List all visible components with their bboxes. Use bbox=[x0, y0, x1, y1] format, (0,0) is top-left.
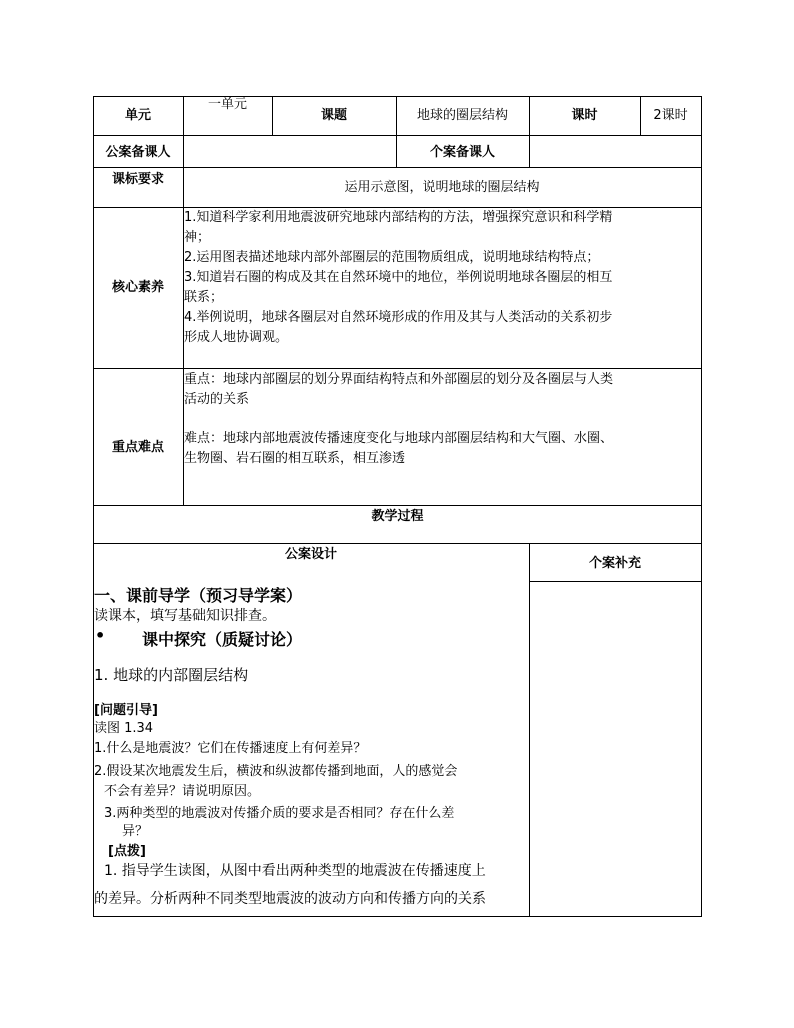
rule bbox=[529, 581, 702, 582]
key-line: 生物圈、岩石圈的相互联系，相互渗透 bbox=[184, 451, 406, 466]
question-line: 不会有差异？请说明原因。 bbox=[104, 784, 261, 799]
rule bbox=[93, 135, 702, 136]
rule bbox=[93, 916, 702, 917]
public-preparer-label: 公案备课人 bbox=[105, 145, 171, 160]
unit-label: 单元 bbox=[124, 108, 151, 123]
tip-title: [点拨] bbox=[108, 844, 146, 859]
core-line: 2.运用图表描述地球内部外部圈层的范围物质组成，说明地球结构特点； bbox=[184, 250, 600, 265]
core-line: 联系； bbox=[184, 290, 224, 305]
unit-value: 一单元 bbox=[207, 97, 247, 112]
core-line: 4.举例说明，地球各圈层对自然环境形成的作用及其与人类活动的关系初步 bbox=[184, 310, 613, 325]
standard-label: 课标要求 bbox=[111, 172, 164, 187]
question-line: 异？ bbox=[122, 824, 149, 839]
rule bbox=[93, 505, 702, 506]
tip-line: 1. 指导学生读图，从图中看出两种类型的地震波在传播速度上 bbox=[104, 863, 486, 879]
question-line: 3.两种类型的地震波对传播介质的要求是否相同？存在什么差 bbox=[104, 806, 455, 821]
core-label: 核心素养 bbox=[111, 280, 164, 295]
question-guide-title: [问题引导] bbox=[94, 703, 158, 718]
paragraph: 读课本，填写基础知识排查。 bbox=[94, 608, 276, 624]
hours-value: 2课时 bbox=[653, 108, 688, 123]
hours-label: 课时 bbox=[571, 108, 598, 123]
key-line: 活动的关系 bbox=[184, 392, 250, 407]
tip-line: 的差异。分析两种不同类型地震波的波动方向和传播方向的关系 bbox=[94, 891, 486, 907]
question-line: 1.什么是地震波？它们在传播速度上有何差异？ bbox=[94, 741, 367, 756]
key-label: 重点难点 bbox=[111, 440, 164, 455]
topic-value: 地球的圈层结构 bbox=[416, 108, 508, 123]
section-heading: 一、课前导学（预习导学案） bbox=[94, 586, 303, 605]
figure-reference: 读图 1.34 bbox=[94, 721, 154, 736]
process-title: 教学过程 bbox=[371, 509, 424, 524]
subsection-title: 1. 地球的内部圈层结构 bbox=[94, 666, 249, 684]
core-line: 1.知道科学家利用地震波研究地球内部结构的方法，增强探究意识和科学精 bbox=[184, 210, 613, 225]
rule bbox=[93, 368, 702, 369]
core-line: 形成人地协调观。 bbox=[184, 330, 289, 345]
core-line: 神； bbox=[184, 230, 211, 245]
rule bbox=[529, 543, 530, 917]
rule bbox=[93, 167, 702, 168]
question-line: 2.假设某次地震发生后，横波和纵波都传播到地面，人的感觉会 bbox=[94, 764, 458, 779]
core-line: 3.知道岩石圈的构成及其在自然环境中的地位，举例说明地球各圈层的相互 bbox=[184, 270, 613, 285]
rule bbox=[93, 543, 702, 544]
public-design-header: 公案设计 bbox=[284, 547, 337, 562]
topic-label: 课题 bbox=[320, 108, 347, 123]
individual-supplement-header: 个案补充 bbox=[588, 556, 641, 571]
individual-preparer-label: 个案备课人 bbox=[429, 145, 495, 160]
key-line: 难点：地球内部地震波传播速度变化与地球内部圈层结构和大气圈、水圈、 bbox=[184, 431, 614, 446]
standard-text: 运用示意图，说明地球的圈层结构 bbox=[344, 180, 540, 195]
section-heading: 课中探究（质疑讨论） bbox=[142, 630, 303, 649]
key-line: 重点：地球内部圈层的划分界面结构特点和外部圈层的划分及各圈层与人类 bbox=[184, 372, 614, 387]
bullet-icon: • bbox=[95, 626, 106, 645]
